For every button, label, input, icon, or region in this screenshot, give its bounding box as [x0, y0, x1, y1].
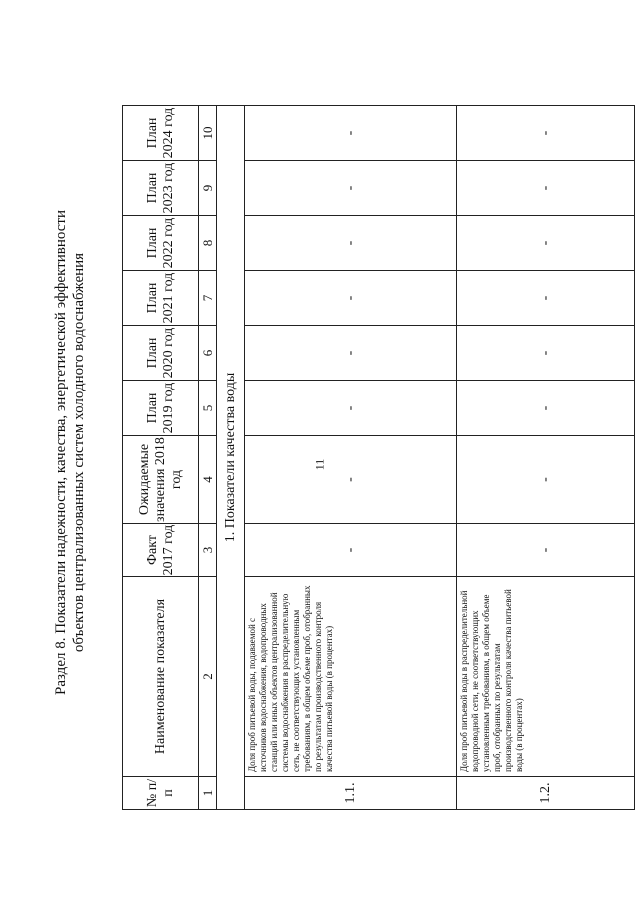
header-plan-2022: План 2022 год [123, 216, 199, 271]
row-value-plan-2024: - [245, 106, 457, 161]
row-value-plan-2020: - [457, 326, 635, 381]
column-number-3: 3 [199, 524, 217, 577]
header-plan-2024: План 2024 год [123, 106, 199, 161]
row-value-plan-2024: - [457, 106, 635, 161]
row-indicator-name [457, 577, 635, 777]
column-number-5: 5 [199, 381, 217, 436]
column-number-9: 9 [199, 161, 217, 216]
row-value-plan-2021: - [245, 271, 457, 326]
column-number-1: 1 [199, 777, 217, 810]
row-indicator-text: Доля проб питьевой воды в распределительной водопроводной сети, не соответствующих установленным требованиям, в общем объеме проб, отобранных по результатам производственного контроля качества питьевой воды (в процентах) [459, 589, 524, 772]
indicators-table-wrap [122, 105, 635, 810]
column-number-2: 2 [199, 577, 217, 777]
header-name: Наименование показателя [123, 577, 199, 777]
header-fact-2017: Факт 2017 год [123, 524, 199, 577]
column-number-7: 7 [199, 271, 217, 326]
row-indicator-name [245, 577, 457, 777]
header-row [123, 106, 199, 810]
row-value-expected-2018: - [245, 436, 457, 524]
column-number-8: 8 [199, 216, 217, 271]
header-plan-2023: План 2023 год [123, 161, 199, 216]
column-number-6: 6 [199, 326, 217, 381]
row-value-expected-2018: - [457, 436, 635, 524]
header-expected-2018: Ожидаемые значения 2018 год [123, 436, 199, 524]
header-plan-2020: План 2020 год [123, 326, 199, 381]
row-value-plan-2023: - [457, 161, 635, 216]
page-number: 11 [312, 458, 327, 471]
row-value-fact-2017: - [457, 524, 635, 577]
header-plan-2019: План 2019 год [123, 381, 199, 436]
column-number-10: 10 [199, 106, 217, 161]
section-caption [52, 0, 88, 905]
column-number-4: 4 [199, 436, 217, 524]
table-row [245, 106, 457, 810]
row-value-plan-2019: - [457, 381, 635, 436]
row-num: 1.1. [245, 777, 457, 810]
column-number-row [199, 106, 217, 810]
row-value-fact-2017: - [245, 524, 457, 577]
row-value-plan-2022: - [245, 216, 457, 271]
indicators-table [122, 105, 635, 810]
row-value-plan-2023: - [245, 161, 457, 216]
row-value-plan-2019: - [245, 381, 457, 436]
table-row [457, 106, 635, 810]
section-row [217, 106, 245, 810]
header-num: № п/п [123, 777, 199, 810]
row-value-plan-2021: - [457, 271, 635, 326]
section-title: 1. Показатели качества воды [217, 106, 245, 810]
caption-line-1: Раздел 8. Показатели надежности, качества, энергетической эффективности [53, 210, 69, 695]
caption-line-2: объектов централизованных систем холодного водоснабжения [71, 252, 87, 653]
header-plan-2021: План 2021 год [123, 271, 199, 326]
row-value-plan-2022: - [457, 216, 635, 271]
row-num: 1.2. [457, 777, 635, 810]
row-value-plan-2020: - [245, 326, 457, 381]
row-indicator-text: Доля проб питьевой воды, подаваемой с источников водоснабжения, водопроводных станций или иных объектов централизованной системы водоснабжения в распределительную сеть, не соответствующих установленным требованиям, в общем объеме проб, отобранных по результатам производственного контроля качества питьевой воды (в процентах) [247, 585, 334, 772]
